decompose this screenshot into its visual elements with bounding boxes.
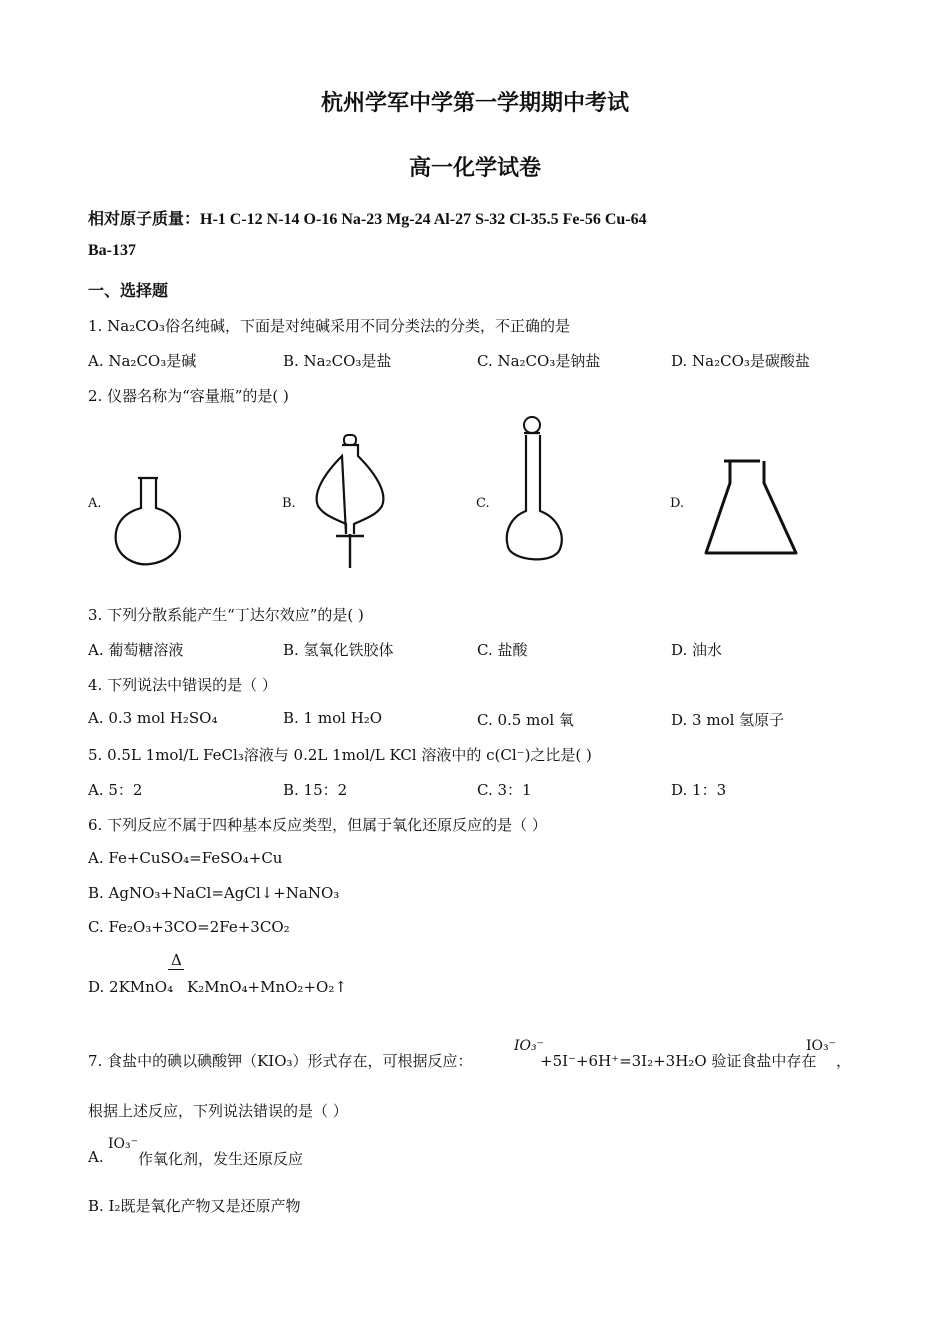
q2-option-d-label[interactable]: D.: [670, 496, 685, 511]
q6-option-a[interactable]: A. Fe+CuSO₄=FeSO₄+Cu: [88, 849, 283, 867]
question-4-stem: 4. 下列说法中错误的是（ ）: [88, 676, 277, 694]
q5-option-a[interactable]: A. 5：2: [88, 781, 143, 799]
q1-option-d[interactable]: D. Na₂CO₃是碳酸盐: [671, 352, 810, 370]
q4-option-d[interactable]: D. 3 mol 氢原子: [671, 711, 785, 729]
question-2-stem: 2. 仪器名称为“容量瓶”的是( ): [88, 387, 289, 405]
q6-option-c[interactable]: C. Fe₂O₃+3CO=2Fe+3CO₂: [88, 918, 290, 936]
question-5-stem: 5. 0.5L 1mol/L FeCl₃溶液与 0.2L 1mol/L KCl 溶液中的 c(Cl⁻)之比是( ): [88, 746, 592, 764]
question-7-stem-part1: 7. 食盐中的碘以碘酸钾（KIO₃）形式存在，可根据反应：: [88, 1052, 473, 1070]
atomic-masses-line2: Ba-137: [88, 242, 136, 259]
atomic-masses-line1: 相对原子质量：H-1 C-12 N-14 O-16 Na-23 Mg-24 Al-27 S-32 Cl-35.5 Fe-56 Cu-64: [88, 211, 647, 228]
question-7-line2: 根据上述反应，下列说法错误的是（ ）: [88, 1102, 348, 1120]
q3-option-c[interactable]: C. 盐酸: [477, 641, 528, 659]
q3-option-a[interactable]: A. 葡萄糖溶液: [88, 641, 184, 659]
exam-subtitle: 高一化学试卷: [408, 156, 541, 181]
question-6-stem: 6. 下列反应不属于四种基本反应类型，但属于氧化还原反应的是（ ）: [88, 816, 547, 834]
q7-option-a-ion: IO₃⁻: [108, 1136, 139, 1152]
q7-io3-italic: IO₃⁻: [514, 1038, 545, 1054]
q2-option-a-label[interactable]: A.: [88, 496, 102, 511]
q5-option-d[interactable]: D. 1：3: [671, 781, 727, 799]
q3-option-b[interactable]: B. 氢氧化铁胶体: [283, 641, 394, 659]
q5-option-c[interactable]: C. 3：1: [477, 781, 532, 799]
q6-option-d-delta: Δ: [171, 951, 182, 969]
round-bottom-flask-icon: [106, 470, 186, 570]
q6-option-d-left[interactable]: D. 2KMnO₄: [88, 978, 174, 996]
q6-option-d-arrow-line: [168, 969, 184, 970]
question-1-stem: 1. Na₂CO₃俗名纯碱，下面是对纯碱采用不同分类法的分类，不正确的是: [88, 317, 570, 335]
q7-stem-tail: ，: [836, 1052, 852, 1070]
q7-io3-upright: IO₃⁻: [806, 1038, 837, 1054]
q7-option-b[interactable]: B. I₂既是氧化产物又是还原产物: [88, 1197, 301, 1215]
question-7-stem-part2: +5I⁻+6H⁺=3I₂+3H₂O 验证食盐中存在: [540, 1052, 817, 1070]
q1-option-a[interactable]: A. Na₂CO₃是碱: [88, 352, 197, 370]
volumetric-flask-icon: [500, 415, 570, 567]
conical-flask-icon: [700, 455, 810, 563]
q4-option-b[interactable]: B. 1 mol H₂O: [283, 709, 383, 727]
q6-option-b[interactable]: B. AgNO₃+NaCl=AgCl↓+NaNO₃: [88, 884, 340, 902]
q1-option-c[interactable]: C. Na₂CO₃是钠盐: [477, 352, 601, 370]
q6-option-d-right: K₂MnO₄+MnO₂+O₂↑: [187, 978, 347, 996]
q2-option-c-label[interactable]: C.: [476, 496, 490, 511]
q4-option-c[interactable]: C. 0.5 mol 氧: [477, 711, 574, 729]
section-heading: 一、选择题: [88, 283, 169, 300]
question-3-stem: 3. 下列分散系能产生“丁达尔效应”的是( ): [88, 606, 364, 624]
q4-option-a[interactable]: A. 0.3 mol H₂SO₄: [88, 709, 218, 727]
q2-option-b-label[interactable]: B.: [282, 496, 296, 511]
separatory-funnel-icon: [306, 432, 396, 570]
q7-option-a-text: 作氧化剂，发生还原反应: [138, 1150, 304, 1168]
exam-title: 杭州学军中学第一学期期中考试: [320, 91, 629, 116]
q1-option-b[interactable]: B. Na₂CO₃是盐: [283, 352, 392, 370]
q3-option-d[interactable]: D. 油水: [671, 641, 723, 659]
q7-option-a-label[interactable]: A.: [88, 1148, 104, 1166]
q5-option-b[interactable]: B. 15：2: [283, 781, 348, 799]
